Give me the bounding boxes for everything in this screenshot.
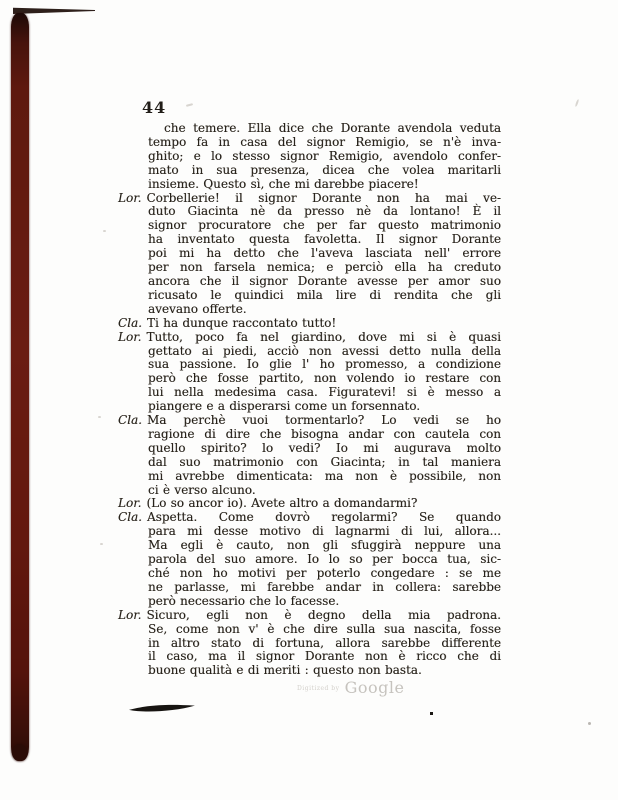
line-text: Sicuro, egli non è degno della mia padrona. [146, 607, 501, 622]
paragraph [118, 331, 501, 414]
text-line: però che fosse partito, non volendo io restare con [148, 371, 501, 386]
text-line: ché non ho motivi per poterlo congedare : se me [148, 566, 501, 580]
text-line: buone qualità e di meriti : questo non basta. [148, 663, 422, 678]
text-line: parola del suo amore. Io lo so per bocca tua, sic- [148, 552, 501, 567]
text-line: gettato ai piedi, acciò non avessi detto nulla della [148, 343, 501, 358]
speaker-label: Cla. [118, 315, 142, 330]
paragraph [118, 414, 501, 497]
text-line: quello spirito? lo vedi? Io mi augurava molto [148, 440, 501, 455]
paragraph [118, 122, 501, 192]
line-text: Tutto, poco fa nel giardino, dove mi si è quasi [146, 329, 501, 344]
speaker-label: Lor. [118, 496, 142, 511]
text-line: ragione di dire che bisogna andar con cautela con [148, 426, 501, 441]
scan-speck [186, 103, 193, 107]
text-block [118, 122, 501, 678]
text-line: in altro stato di fortuna, allora sarebbe differente [148, 635, 501, 650]
scan-speck [575, 99, 580, 107]
watermark-brand-text: Google [344, 678, 405, 697]
text-line: il caso, ma il signor Dorante non è ricco che di [148, 649, 501, 664]
text-line: mi avrebbe dimenticata: ma non è possibile, non [148, 468, 501, 483]
scan-speck [100, 543, 103, 545]
text-line: mato in sua presenza, dicea che volea maritarli [148, 162, 501, 177]
text-line: sua passione. Io glie l' ho promesso, a condizione [148, 357, 501, 372]
scan-speck [98, 416, 101, 418]
scan-speck [103, 230, 106, 232]
text-line [118, 511, 501, 525]
line-text: Ti ha dunque raccontato tutto! [147, 315, 337, 330]
text-line: però necessario che lo facesse. [148, 593, 340, 608]
paragraph [118, 609, 501, 679]
speaker-label: Cla. [118, 510, 142, 525]
ink-stroke-artifact [128, 699, 198, 720]
text-line: ricusato le quindici mila lire di rendita che gli [148, 287, 501, 302]
watermark-prefix: Digitized by [297, 685, 340, 692]
text-line [118, 609, 501, 623]
line-text: Ma perchè vuoi tormentarlo? Lo vedi se ho [147, 413, 501, 428]
scan-speck [588, 722, 591, 725]
text-line: avevano offerte. [148, 301, 247, 316]
text-line: signor procuratore che per far questo matrimonio [148, 218, 501, 233]
book-cover-spine-edge [11, 13, 29, 761]
text-line: poi mi ha detto che l'aveva lasciata nell' errore [148, 246, 501, 261]
text-line: dal suo matrimonio con Giacinta; in tal maniera [148, 454, 501, 469]
text-line: ghito; e lo stesso signor Remigio, avendolo confer- [148, 148, 501, 163]
text-line: Se, come non v' è che dire sulla sua nascita, fosse [148, 621, 501, 636]
text-line: lui nella medesima casa. Figuratevi! si è messo a [148, 385, 501, 400]
line-text: Aspetta. Come dovrò regolarmi? Se quando [147, 510, 501, 525]
google-watermark [297, 678, 404, 697]
line-text: Corbellerie! il signor Dorante non ha mai ve- [146, 190, 501, 205]
text-line: para mi desse motivo di lagnarmi di lui, allora... [148, 524, 501, 539]
speaker-label: Lor. [118, 607, 142, 622]
text-line: ne parlasse, mi farebbe andar in collera: sarebbe [148, 579, 501, 594]
line-text: (Lo so ancor io). Avete altro a domandarmi? [146, 496, 418, 511]
text-line: tempo fa in casa del signor Remigio, se n'è inva- [148, 134, 501, 149]
text-line: piangere e a disperarsi come un forsennato. [148, 399, 421, 414]
speaker-label: Lor. [118, 190, 142, 205]
spine-edge-bottom-blob [12, 744, 27, 761]
text-line: duto Giacinta nè da presso nè da lontano! È il [148, 204, 501, 219]
text-line: Ma egli è cauto, non gli sfuggirà neppure una [148, 538, 501, 553]
text-line: insieme. Questo sì, che mi darebbe piacere! [148, 176, 419, 191]
paragraph [118, 511, 501, 608]
text-line [118, 414, 501, 428]
speaker-label: Cla. [118, 413, 142, 428]
text-line: ha inventato questa favoletta. Il signor Dorante [148, 232, 501, 247]
text-line [118, 331, 501, 345]
text-line: che temere. Ella dice che Dorante avendola veduta [164, 121, 501, 135]
speaker-label: Lor. [118, 329, 142, 344]
text-line: per non farsela nemica; e perciò ella ha creduto [148, 260, 501, 275]
ink-dot-artifact [430, 712, 433, 715]
page-number: 44 [142, 98, 167, 117]
book-cover-top-edge [13, 7, 95, 14]
paragraph [118, 317, 501, 331]
paragraph [118, 192, 501, 317]
text-line: ci è verso alcuno. [148, 482, 256, 497]
text-line [118, 317, 501, 331]
text-line: ancora che il signor Dorante avesse per amor suo [148, 273, 501, 288]
